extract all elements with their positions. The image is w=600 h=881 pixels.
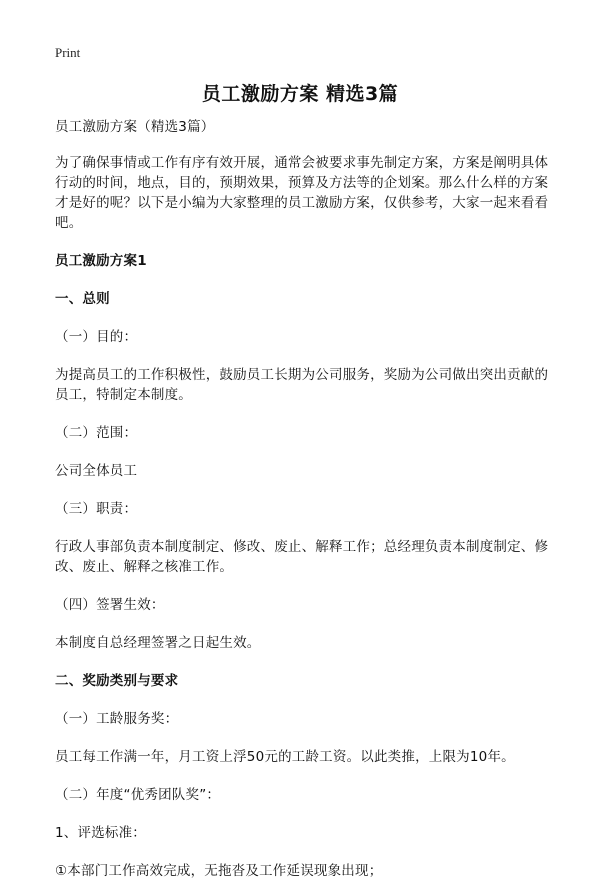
subtitle: 员工激励方案（精选3篇） bbox=[55, 119, 215, 135]
item-heading-effective: （四）签署生效： bbox=[55, 597, 165, 613]
reward-text-seniority: 员工每工作满一年，月工资上浮50元的工龄工资。以此类推，上限为10年。 bbox=[55, 749, 515, 765]
item-heading-purpose: （一）目的： bbox=[55, 329, 138, 345]
item-heading-duties: （三）职责： bbox=[55, 501, 138, 517]
item-text-scope: 公司全体员工 bbox=[55, 463, 138, 479]
item-text-purpose: 为提高员工的工作积极性，鼓励员工长期为公司服务，奖励为公司做出突出贡献的员工，特制定本制度。 bbox=[55, 367, 549, 403]
item-heading-scope: （二）范围： bbox=[55, 425, 138, 441]
intro-paragraph: 为了确保事情或工作有序有效开展，通常会被要求事先制定方案，方案是阐明具体行动的时间，地点，目的，预期效果，预算及方法等的企划案。那么什么样的方案才是好的呢？以下是小编为大家整理的员工激励方案，仅供参考，大家一起来看看吧。 bbox=[55, 155, 549, 231]
document-body bbox=[55, 117, 550, 881]
part-heading-rewards: 二、奖励类别与要求 bbox=[55, 673, 179, 689]
section-title: 员工激励方案1 bbox=[55, 253, 147, 269]
item-text-effective: 本制度自总经理签署之日起生效。 bbox=[55, 635, 261, 651]
print-label: Print bbox=[55, 45, 81, 60]
reward-heading-team: （二）年度“优秀团队奖”： bbox=[55, 787, 221, 803]
part-heading-general: 一、总则 bbox=[55, 291, 110, 307]
criteria-heading: 1、评选标准： bbox=[55, 825, 146, 841]
page-title: 员工激励方案 精选3篇 bbox=[201, 83, 399, 105]
reward-heading-seniority: （一）工龄服务奖： bbox=[55, 711, 179, 727]
criteria-item: ①本部门工作高效完成，无拖沓及工作延误现象出现； bbox=[55, 863, 383, 879]
item-text-duties: 行政人事部负责本制度制定、修改、废止、解释工作；总经理负责本制度制定、修改、废止、解释之核准工作。 bbox=[55, 539, 549, 575]
